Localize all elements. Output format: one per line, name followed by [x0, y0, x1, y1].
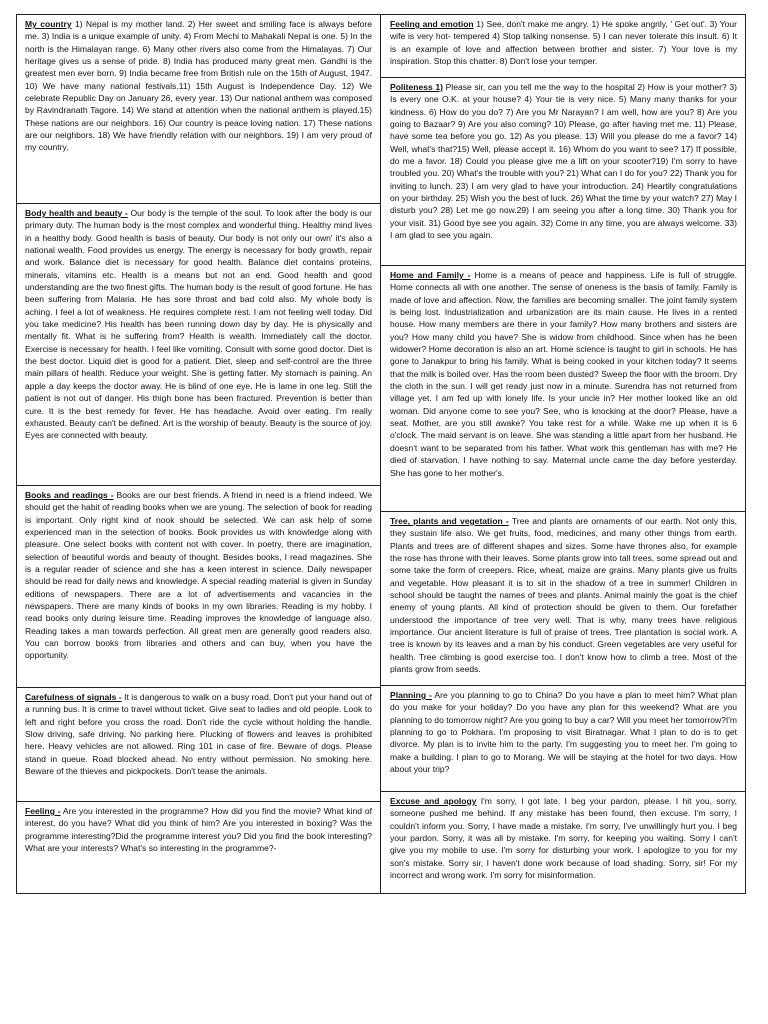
section-books-readings: [17, 486, 380, 688]
document-sheet: [16, 14, 746, 894]
section-heading: My country: [25, 19, 72, 29]
section-home-family: [381, 266, 745, 512]
section-heading: Planning -: [390, 690, 432, 700]
section-body-health-beauty: [17, 204, 380, 486]
section-text: I'm sorry, I got late. I beg your pardon, please. I hit you, sorry, someone pushed me behind. If any mistake has been found, then excuse. I'm sorry, I couldn't inform you. Sorry, I have made a mistake. I'm sorry, I've unwillingly hurt you. I beg your pardon. Sorry, it was all by mistake. I'm sorry, for keeping you waiting. Sorry I can't give you my mobile to use. I'm sorry for disturbing your work. I apologize to you for my son's mistake. Sorry sir, I haven't done work because of load shading. Sorry, sir! For my incorrect and wrong work. I'm sorry for misinformation.: [390, 796, 737, 881]
section-excuse-apology: [381, 792, 745, 894]
section-heading: Feeling -: [25, 806, 61, 816]
section-carefulness-signals: [17, 688, 380, 802]
section-text: 1) Nepal is my mother land. 2) Her sweet and smiling face is always before me. 3) India is a unique example of unity. 4) From Mechi to Mahakali Nepal is one. 5) In the north is the Himalayan range. 6) Many other rivers also come from the Himalayas. 7) Our heritage gives us a sense of pride. 8) India has produced many great men. Gandhi is the greatest men ever born. 9) India became free from British rule on the 15th of August, 1947. 10) We have many national festivals.11) 15th August is Independence Day. 12) We celebrate Republic Day on January 26, every year. 13) Our national anthem was composed by Ravindranath Tagore. 14) We stand at attention when the national anthem is played.15) These nations are our neighbors. 16) Our country is peace loving nation. 17) These nations are our neighbors. 18) We have friendly relation with our neighbors. 19) I am very proud of my country.: [25, 19, 372, 153]
section-text: Our body is the temple of the soul. To look after the body is our primary duty. The human body is the most complex and wonderful thing. Healthy mind lives in a healthy body. Good health is basis of beauty. Our body is not only our own' it's also a national wealth. Food provides us energy. The energy is necessary for body growth, repair and work. Balance diet is necessary for good health. Balance diet contains proteins, minerals, vitamins etc. Health is a means but not an end. Good health and good understanding are the two finest gifts. The human body is the result of good fortune. He has been suffering from Malaria. He has sore throat and bad cold also. My whole body is aching. I feel a lot of weakness. He requires complete rest. I am not feeling well today. Did you take medicine? His health has been running down day by day. He is physically and mentally fit. What is he suffering from? Health is wealth. Immediately call the doctor. Exercise is necessary for health. I feel like vomiting. Consult with some good doctor. Diet is the best doctor. Liquid diet is good for a patient. Diet, sleep and self-control are the three main pillars of health. Reduce your weight. She is getting fatter. My stomach is paining. An apple a day keeps the doctor away. He is blind of one eye. He is lame in one leg. Still the patient is not out of danger. His thigh bone has been fractured. Prevention is better than cure. It is the best remedy for fever. He has headache. Avoid over eating. I'm really exhausted. Beauty can't be defined. Art is the worship of beauty. Beauty is the source of joy. Eyes are connected with beauty.: [25, 208, 373, 441]
section-text: It is dangerous to walk on a busy road. Don't put your hand out of a running bus. It is crime to travel without ticket. Give seat to ladies and old people. Look to left and right before you cross the road. Don't ride the cycle without holding the handle. Slow driving, safe driving. No parking here. Plucking of flowers and leaves is prohibited here. Heavy vehicles are not allowed. Ring 101 in case of fire. Beware of dogs. Please stand in queue. Road blocked ahead. No entry without permission. No smoking here. Beware of the thieves and pickpockets. Don't tease the animals.: [25, 692, 372, 777]
section-feeling-emotion: [381, 14, 745, 78]
section-text: Tree and plants are ornaments of our earth. Not only this, they sustain life also. We get fruits, food, medicines, and many other things from earth. Plants and trees are of different shapes and sizes. Some have thrones also, for example the rose has throne with their leaves. Some plants grow into tall trees, some spread out and some take the form of creepers. Rice, wheat, maize are grains. Many plants give us fruits and vegetable. How pleasant it is to sit in the shadow of a tree in summer! Children in school should be taught the names of trees and plants. Animal mainly the goat is the chief enemy of young plants. All kind of protection should be given to them. Our forefather understood the importance of tree very well. That is why, many trees have religious importance. Our ancient literature is full of praise of trees. Tree plantation is social work. A tree is known by its leaves and a man by his conduct. Green vegetables are very useful for health. Tree climbing is good exercise too. I don't know how to climb a tree. Most of the plants grow from seeds.: [390, 516, 737, 675]
section-heading: Body health and beauty -: [25, 208, 128, 218]
section-my-country: [17, 14, 380, 204]
section-heading: Excuse and apology: [390, 796, 477, 806]
section-text: Are you interested in the programme? How did you find the movie? What kind of interest, do you have? What did you think of him? Are you interested in boxing? Was the programme interesting?Did the programme interest you? Did you find the book interesting? What are your interests? What's so interesting in the programme?-: [25, 806, 372, 854]
section-text: Please sir, can you tell me the way to the hospital 2) How is your mother? 3) Is every one O.K. at your house? 4) Your tie is very nice. 5) Many many thanks for your kindness. 6) How do you do? 7) Are you Mr Narayan? I am well, how are you? 8) Are you going to Bazaar? 9) Are you also coming? 10) Please, go after having met me. 11) Please, have some tea before you go. 12) As you please. 13) Will you please do me a favor? 14) Well, what's that?15) Well, please accept it. 16) Whom do you want to see? 17) If possible, do me a favor. 18) Could you please give me a lift on your scooter?19) I'm sorry to have troubled you. 20) What's the trouble with you? 21) What can I do for you? 22) Thank you for inviting to lunch. 23) I am very glad to have your introduction. 24) Heartily congratulations on your birthday. 25) Wish you the best of luck. 26) What the time by your watch? 27) May I disturb you? 28) Let me go now.29) I am seeing you after a long time. 30) Thank you for your visit. 31) Good bye see you again. 32) Come in any time, you are always welcome. 33) I am glad to see you again.: [390, 82, 737, 241]
section-text: Are you planning to go to China? Do you have a plan to meet him? What plan do you make for your holiday? Do you have any plan for this weekend? What are you planning to do tomorrow night? Are you going to buy a car? Will you meet her tomorrow?I'm planning to go to Pokhara. I'm proposing to visit Biratnagar. What I plan to do is to get divorce. My plan is to invite him to the party. I'm suggesting you to meet her. I'm going to make a building. I plan to go to Morang. We will be staying at the hotel for two days. How about your trip?: [390, 690, 737, 775]
right-column: [381, 14, 746, 894]
section-heading: Feeling and emotion: [390, 19, 474, 29]
section-heading: Books and readings -: [25, 490, 114, 500]
section-politeness: [381, 78, 745, 266]
section-feeling: [17, 802, 380, 894]
section-heading: Home and Family -: [390, 270, 471, 280]
section-text: 1) See, don't make me angry. 1) He spoke angrily, ' Get out'. 3) Your wife is very hot- tempered 4) Stop talking nonsense. 5) I can never tolerate this insult. 6) It is an example of love and affection between brother and sister. 7) Your love is my inspiration. Stop this chatter. 8) Don't lose your temper.: [390, 19, 737, 67]
section-planning: [381, 686, 745, 792]
section-trees-plants: [381, 512, 745, 686]
left-column: [16, 14, 381, 894]
section-text: Books are our best friends. A friend in need is a friend indeed. We should get the habit of reading books when we are young. The selection of book for reading is important. Only right kind of nook should be selected. We can ask help of some experienced man in the selection of books. Book provides us with knowledge along with pleasure. One select books with content not with cover. In poetry, there are imagination, selection of beautiful words and beauty of thought. Besides books, I read magazines. She is a regular reader of science and she has a keen interest in science. Daily newspaper should be read for daily news and knowledge. A special reading material is given in Sunday editions of newspapers. There are a lot of advertisements and vacancies in the newspapers. There are many kinds of books in my own libraries. Reading is my hobby. I read books only during leisure time. Reading improves the knowledge of language also. Reading takes a man towards perfection. All great men are generally good readers also. You can borrow books from libraries and others and can buy, when you have the opportunity.: [25, 490, 373, 661]
section-text: Home is a means of peace and happiness. Life is full of struggle. Home connects all with one another. The sense of oneness is the basis of family. Family is made of love and affection. Now, the families are becoming smaller. The joint family system is being lost. Industrialization and urbanization are its main cause. He lives in a rented house. How many members are there in your family? How many brothers and sisters are you? How many child you have? She is widow from childhood. Since when has he been widower? Home decoration is also an art. Home science is taught to girl in schools. He has gone to Janakpur to bring his family. What is being cooked in your kitchen today? It seems that the milk is boiled over. Has the room been dusted? Sweep the floor with the broom. Dry the cloth in the sun. I will get ready just now in a minute. Surendra has not returned from village yet. I am fed up with lonely life. Is your uncle in? Her mother looked like an old woman. Did anyone come to see you? See, who is knocking at the door? Please, have a seat. Mother, are you still awake? You take rest for a while. Wake me up when it is 6 o'clock. The maid servant is on leave. She was standing a little apart from her husband. He doesn't want to be separated from his father. What work this gentleman has with me? He died of starvation. I have nothing to say. Maternal uncle came the day before yesterday. She has gone to her mother's.: [390, 270, 737, 478]
section-heading: Politeness 1): [390, 82, 443, 92]
section-heading: Carefulness of signals -: [25, 692, 122, 702]
section-heading: Tree, plants and vegetation -: [390, 516, 509, 526]
